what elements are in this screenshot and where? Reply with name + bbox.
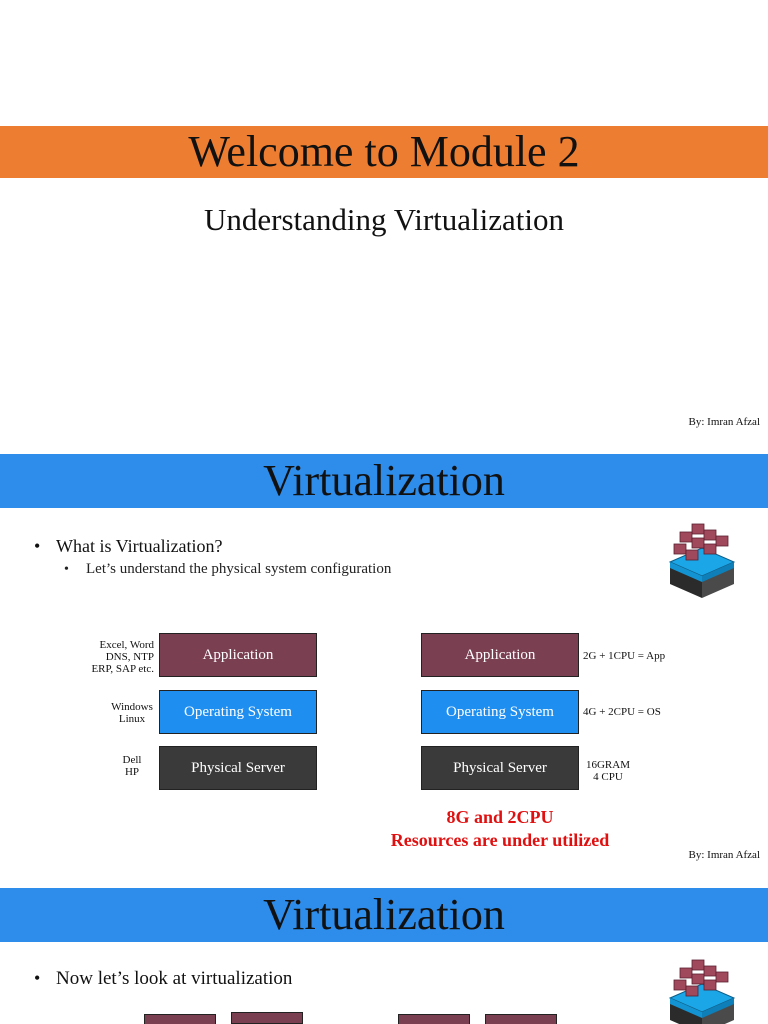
- bullet-dot: •: [34, 968, 41, 988]
- bullet-dot: •: [34, 536, 41, 556]
- server-resource-line: 16GRAM: [585, 759, 630, 771]
- operating-system-layer: Operating System: [421, 690, 579, 734]
- title-band: [0, 888, 768, 942]
- server-resource-line: 4 CPU: [593, 771, 623, 783]
- os-resource-label: 4G + 2CPU = OS: [583, 706, 661, 718]
- server-example-line: HP: [124, 766, 140, 778]
- os-example-line: Windows: [111, 701, 153, 713]
- bullet-item: [34, 968, 292, 990]
- slide-virtualization-intro: [0, 868, 768, 1024]
- author-credit: By: Imran Afzal: [688, 416, 760, 428]
- server-resource-label: [581, 759, 635, 783]
- operating-system-layer: Operating System: [159, 690, 317, 734]
- application-layer-stub: [485, 1014, 557, 1024]
- application-layer: Application: [159, 633, 317, 677]
- app-example-line: Excel, Word: [99, 639, 154, 651]
- slide-subtitle: Understanding Virtualization: [203, 202, 564, 237]
- application-layer-stub: [231, 1012, 303, 1024]
- slide-welcome: [0, 0, 768, 434]
- author-credit: By: Imran Afzal: [688, 849, 760, 861]
- resource-summary: 8G and 2CPU: [446, 807, 554, 827]
- application-layer-stub: [398, 1014, 470, 1024]
- os-example-line: Linux: [118, 713, 146, 725]
- server-example-line: Dell: [122, 754, 142, 766]
- virtualization-layer-icon: [664, 518, 740, 606]
- slide-title: Virtualization: [263, 456, 505, 505]
- bullet-text: Now let’s look at virtualization: [56, 968, 293, 989]
- title-band: [0, 454, 768, 508]
- title-band: [0, 126, 768, 178]
- slide-virtualization-physical: [0, 434, 768, 868]
- server-examples-label: [110, 754, 154, 778]
- app-example-line: DNS, NTP: [105, 651, 154, 663]
- application-layer: Application: [421, 633, 579, 677]
- physical-server-layer: Physical Server: [159, 746, 317, 790]
- under-utilized-warning: Resources are under utilized: [390, 830, 610, 850]
- bullet-dot: •: [64, 562, 69, 577]
- application-layer-stub: [144, 1014, 216, 1024]
- sub-bullet-text: Let’s understand the physical system configuration: [86, 561, 392, 577]
- bullet-text: What is Virtualization?: [56, 536, 223, 556]
- app-resource-label: 2G + 1CPU = App: [583, 650, 666, 662]
- physical-server-layer: Physical Server: [421, 746, 579, 790]
- sub-bullet-item: [64, 561, 391, 578]
- slide-title: Virtualization: [263, 890, 505, 939]
- app-examples-label: [70, 639, 154, 675]
- bullet-item: [34, 536, 223, 557]
- os-examples-label: [104, 701, 160, 725]
- virtualization-layer-icon: [664, 954, 740, 1024]
- app-example-line: ERP, SAP etc.: [91, 663, 154, 675]
- slide-title: Welcome to Module 2: [188, 127, 580, 176]
